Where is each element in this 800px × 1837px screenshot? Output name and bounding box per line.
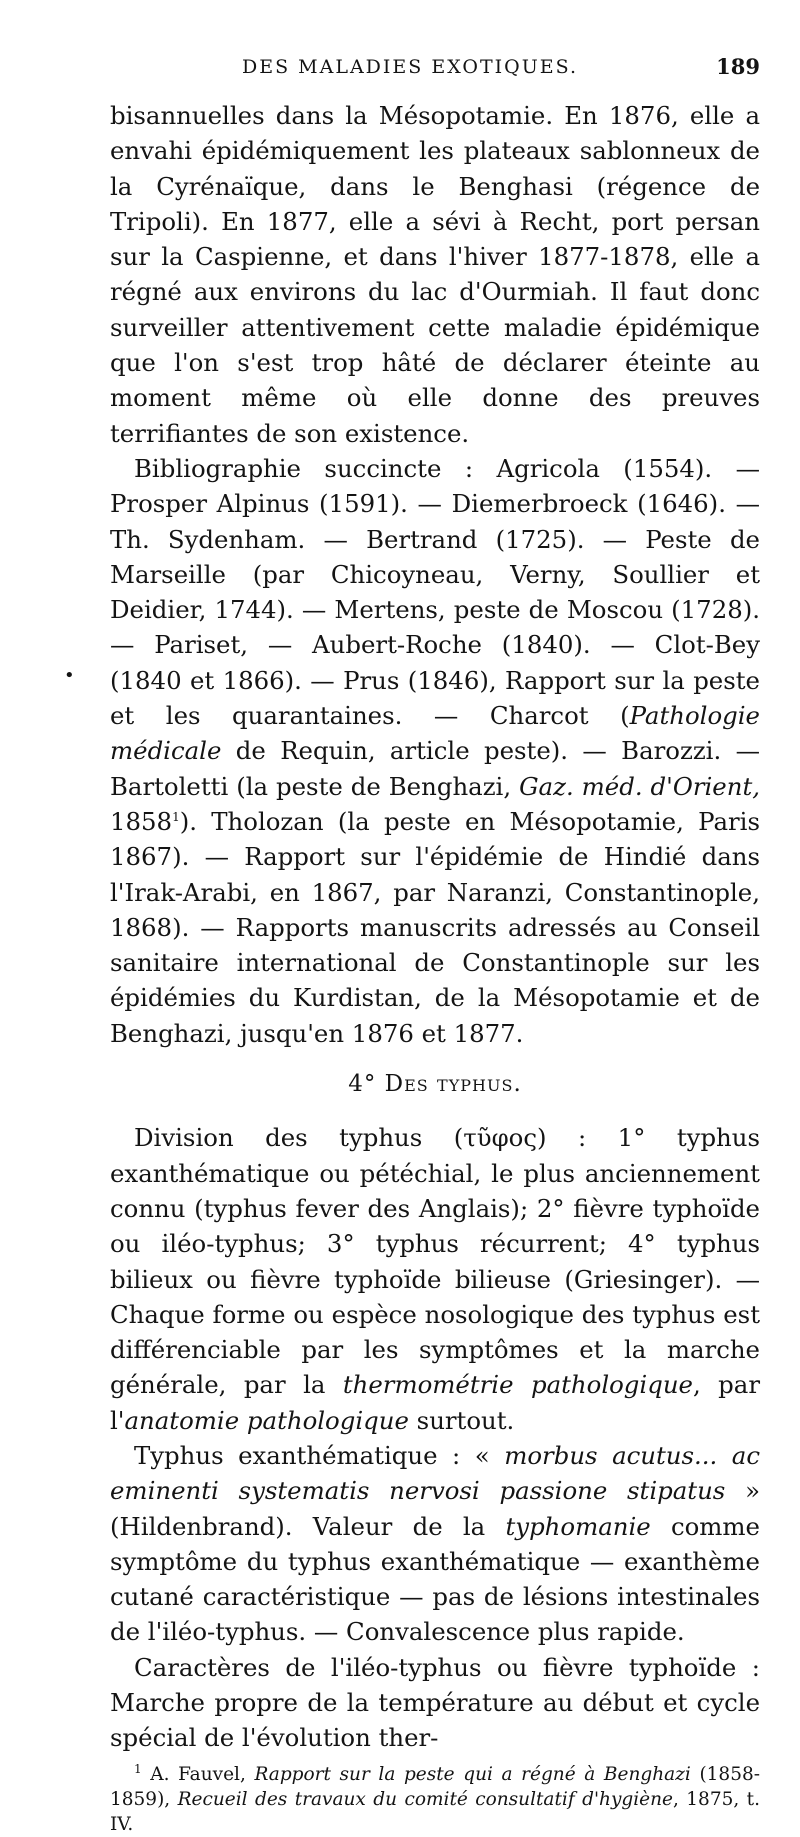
text-run: , 1875, t. IV. (110, 1788, 760, 1835)
italic-run: morbus acutus... ac eminenti systematis nervosi passione stipatus (110, 1440, 760, 1506)
italic-run: anatomie pathologique (124, 1405, 409, 1435)
footnote-reference: 1 (172, 809, 180, 824)
italic-run: Recueil des travaux du comité consultatif d'hygiène (177, 1788, 673, 1810)
page-body (110, 98, 760, 1837)
text-run: surtout. (408, 1405, 515, 1435)
italic-run: Pathologie médicale (110, 701, 760, 766)
page-header (110, 50, 760, 90)
paragraph-typhus-division (110, 1120, 760, 1438)
text-run: Typhus exanthématique : « (134, 1440, 505, 1470)
text-run: , par l' (110, 1370, 760, 1435)
paragraph-ileo-typhus: Caractères de l'iléo-typhus ou fièvre typhoïde : Marche propre de la température au début et cycle spécial de l'évolution ther- (110, 1652, 760, 1753)
italic-run: Gaz. méd. d'Orient, (519, 771, 760, 801)
italic-run: typhomanie (505, 1511, 651, 1541)
text-run: ). Tholozan (la peste en Mésopotamie, Paris 1867). — Rapport sur l'épidémie de Hindié dans l'Irak-Arabi, en 1867, par Naranzi, Constantinople, 1868). — Rapports manuscrits adressés au Conseil sanitaire international de Constantinople sur les épidémies du Kurdistan, de la Mésopotamie et de Benghazi, jusqu'en 1876 et 1877. (110, 806, 760, 1048)
text-run: » (Hildenbrand). Valeur de la (110, 1476, 760, 1541)
running-title: DES MALADIES EXOTIQUES. (242, 56, 578, 78)
paragraph-plague-history: bisannuelles dans la Mésopotamie. En 1876, elle a envahi épidémiquement les plateaux sablonneux de la Cyrénaïque, dans le Benghasi (régence de Tripoli). En 1877, elle a sévi à Recht, port persan sur la Caspienne, et dans l'hiver 1877-1878, elle a régné aux environs du lac d'Ourmiah. Il faut donc surveiller attentivement cette maladie épidémique que l'on s'est trop hâté de déclarer éteinte au moment même où elle donne des preuves terrifiantes de son existence. (110, 101, 760, 448)
text-run: Bibliographie succincte : Agricola (1554). — Prosper Alpinus (1591). — Diemerbroeck (1646). — Th. Sydenham. — Bertrand (1725). — Peste de Marseille (par Chicoyneau, Verny, Soullier et Deidier, 1744). — Mertens, peste de Moscou (1728). — Pariset, — Aubert-Roche (1840). — Clot-Bey (1840 et 1866). — Prus (1846), Rapport sur la peste et les quarantaines. — Charcot ( (110, 453, 760, 731)
paragraph-typhus-exanthematique (110, 1438, 760, 1650)
paragraph-bibliography (110, 451, 760, 1051)
text-run: Division des typhus (τῦφος) : 1° typhus exanthématique ou pétéchial, le plus anciennement connu (typhus fever des Anglais); 2° fièvre typhoïde ou iléo-typhus; 3° typhus récurrent; 4° typhus bilieux ou fièvre typhoïde bilieuse (Griesinger). — Chaque forme ou espèce nosologique des typhus est différenciable par les symptômes et la marche générale, par la (110, 1123, 760, 1400)
italic-run: Rapport sur la peste qui a régné à Benghazi (254, 1763, 691, 1785)
text-run: 1858 (110, 806, 173, 836)
italic-run: thermométrie pathologique (342, 1370, 693, 1400)
text-run: A. Fauvel, (141, 1763, 255, 1785)
footnote-marker: 1 (134, 1761, 142, 1776)
footnote (110, 1762, 760, 1837)
text-run: (1858-1859), (110, 1763, 760, 1810)
page-number: 189 (716, 54, 760, 79)
section-heading: 4° Des typhus. (348, 1071, 522, 1098)
text-run: comme symptôme du typhus exanthématique — exanthème cutané caractéristique — pas de lésions intestinales de l'iléo-typhus. — Convalescence plus rapide. (110, 1511, 760, 1647)
text-run: de Requin, article peste). — Barozzi. — Bartoletti (la peste de Benghazi, (110, 736, 760, 801)
margin-bullet: • (64, 665, 75, 686)
